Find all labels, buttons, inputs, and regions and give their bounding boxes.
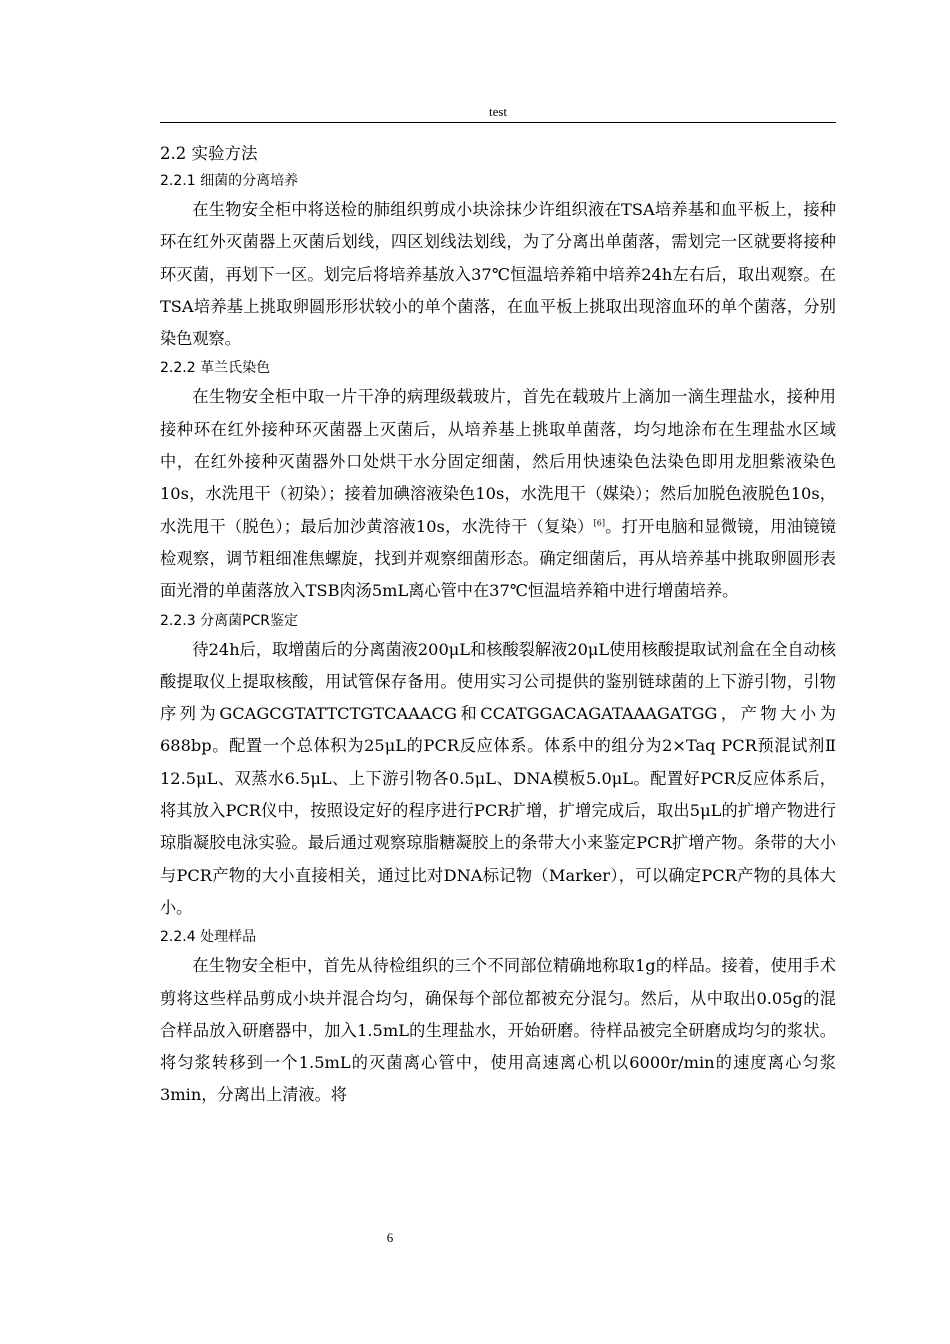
subsection-heading-2-2-4: 2.2.4 处理样品 bbox=[160, 929, 257, 946]
subsection-heading-2-2-2: 2.2.2 革兰氏染色 bbox=[160, 360, 271, 377]
paragraph-gram-stain bbox=[160, 381, 836, 607]
header-rule bbox=[160, 122, 836, 123]
citation-ref: [6] bbox=[593, 518, 605, 528]
paragraph-isolation-culture: 在生物安全柜中将送检的肺组织剪成小块涂抹少许组织液在TSA培养基和血平板上，接种环在红外灭菌器上灭菌后划线，四区划线法划线，为了分离出单菌落，需划完一区就要将接种环灭菌，再划下一区。划完后将培养基放入37℃恒温培养箱中培养24h左右后，取出观察。在TSA培养基上挑取卵圆形形状较小的单个菌落，在血平板上挑取出现溶血环的单个菌落，分别染色观察。 bbox=[160, 200, 836, 349]
section-heading: 2.2 实验方法 bbox=[160, 144, 258, 163]
document-body bbox=[160, 140, 836, 1112]
paragraph-pcr-identification: 待24h后，取增菌后的分离菌液200μL和核酸裂解液20μL使用核酸提取试剂盒在全自动核酸提取仪上提取核酸，用试管保存备用。使用实习公司提供的鉴别链球菌的上下游引物，引物序列为GCAGCGTATTCTGTCAAACG和CCATGGACAGATAAAGATGG，产物大小为688bp。配置一个总体积为25μL的PCR反应体系。体系中的组分为2×Taq PCR预混试剂Ⅱ 12.5μL、双蒸水6.5μL、上下游引物各0.5μL、DNA模板5.0μL。配置好PCR反应体系后，将其放入PCR仪中，按照设定好的程序进行PCR扩增，扩增完成后，取出5μL的扩增产物进行琼脂凝胶电泳实验。最后通过观察琼脂糖凝胶上的条带大小来鉴定PCR扩增产物。条带的大小与PCR产物的大小直接相关，通过比对DNA标记物（Marker），可以确定PCR产物的具体大小。 bbox=[160, 639, 836, 917]
subsection-heading-2-2-3: 2.2.3 分离菌PCR鉴定 bbox=[160, 612, 299, 629]
paragraph-sample-processing: 在生物安全柜中，首先从待检组织的三个不同部位精确地称取1g的样品。接着，使用手术剪将这些样品剪成小块并混合均匀，确保每个部位都被充分混匀。然后，从中取出0.05g的混合样品放入研磨器中，加入1.5mL的生理盐水，开始研磨。待样品被完全研磨成均匀的浆状。将匀浆转移到一个1.5mL的灭菌离心管中，使用高速离心机以6000r/min的速度离心匀浆3min，分离出上清液。将 bbox=[160, 956, 836, 1105]
page-header: test bbox=[488, 104, 508, 119]
gram-stain-text-b: 。打开电脑和显微镜，用油镜镜检观察，调节粗细准焦螺旋，找到并观察细菌形态。确定细菌后，再从培养基中挑取卵圆形表面光滑的单菌落放入TSB肉汤5mL离心管中在37℃恒温培养箱中进行增菌培养。 bbox=[160, 516, 836, 601]
gram-stain-text-a: 在生物安全柜中取一片干净的病理级载玻片，首先在载玻片上滴加一滴生理盐水，接种用接种环在红外接种环灭菌器上灭菌后，从培养基上挑取单菌落，均匀地涂布在生理盐水区域中，在红外接种灭菌器外口处烘干水分固定细菌，然后用快速染色法染色即用龙胆紫液染色10s，水洗甩干（初染）；接着加碘溶液染色10s，水洗甩干（媒染）；然后加脱色液脱色10s，水洗甩干（脱色）；最后加沙黄溶液10s，水洗待干（复染） bbox=[160, 387, 836, 536]
page-number: 6 bbox=[386, 1230, 394, 1245]
subsection-heading-2-2-1: 2.2.1 细菌的分离培养 bbox=[160, 173, 299, 189]
